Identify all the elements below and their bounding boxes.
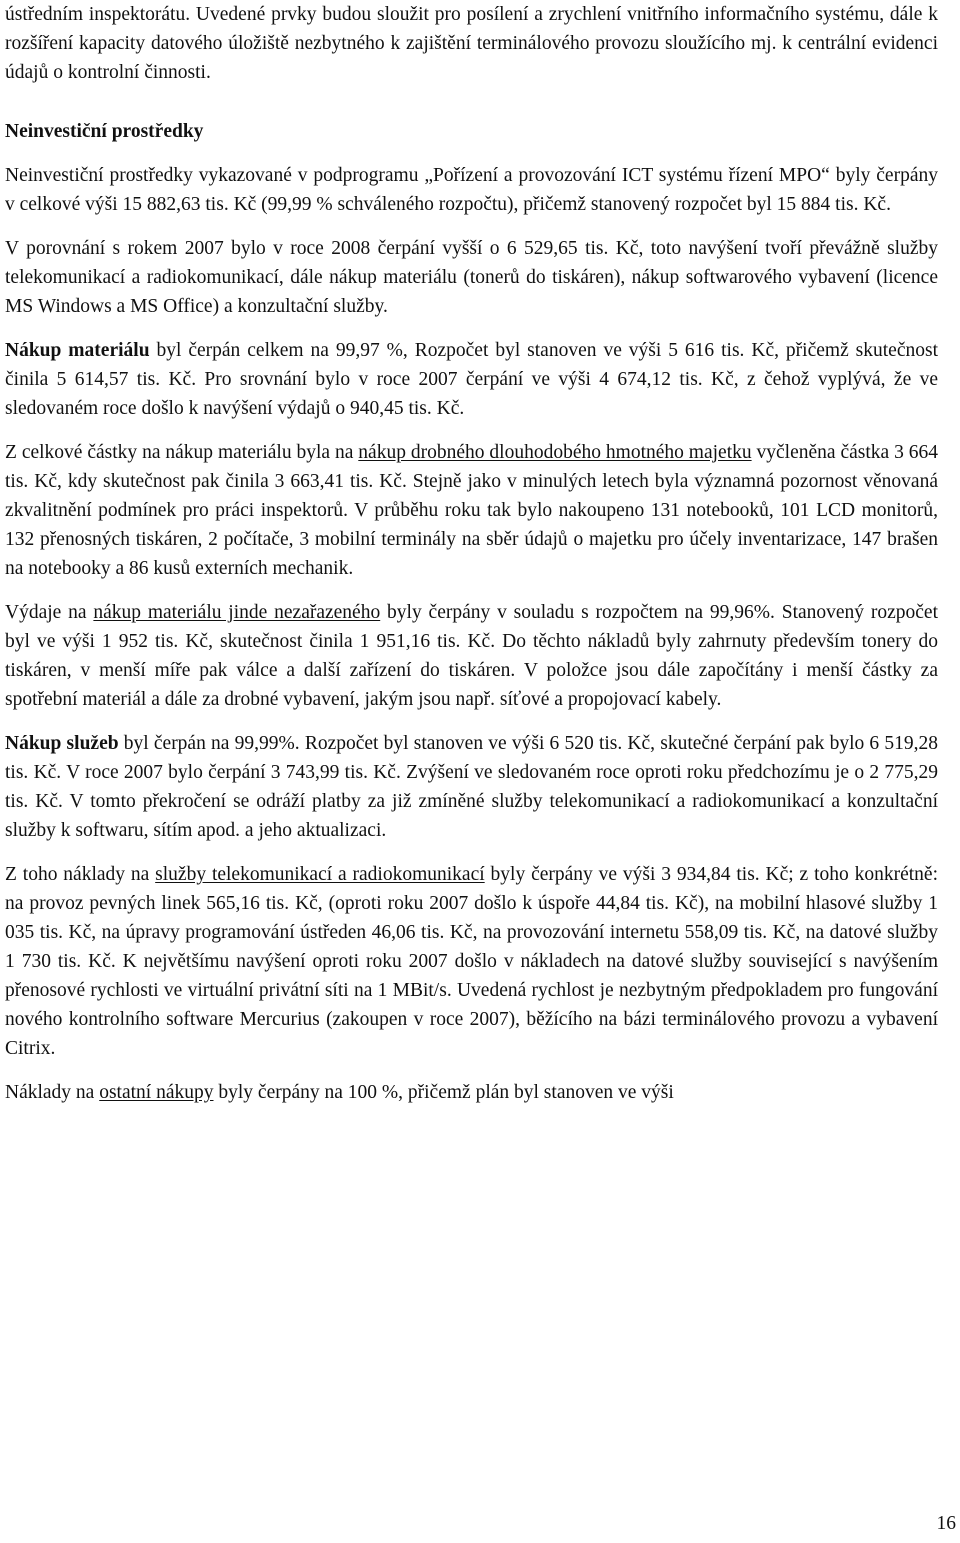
- paragraph-services-text: byl čerpán na 99,99%. Rozpočet byl stanoven ve výši 6 520 tis. Kč, skutečné čerpání pak bylo 6 519,28 tis. Kč. V roce 2007 bylo čerpání 3 743,99 tis. Kč. Zvýšení ve sledovaném roce oproti roku předchozímu je o 2 775,29 tis. Kč. V tomto překročení se odráží platby za již zmíněné služby telekomunikací a radiokomunikací a konzultační služby k softwaru, sítím apod. a jeho aktualizaci.: [5, 733, 938, 841]
- paragraph-material-text: byl čerpán celkem na 99,97 %, Rozpočet byl stanoven ve výši 5 616 tis. Kč, přičemž skutečnost činila 5 614,57 tis. Kč. Pro srovnání bylo v roce 2007 čerpání ve výši 4 674,12 tis. Kč, z čehož vyplývá, že ve sledovaném roce došlo k navýšení výdajů o 940,45 tis. Kč.: [5, 340, 938, 419]
- text-segment: byly čerpány na 100 %, přičemž plán byl stanoven ve výši: [213, 1082, 674, 1103]
- document-page: [5, 0, 938, 1107]
- text-segment: Náklady na: [5, 1082, 100, 1103]
- page-number: 16: [936, 1513, 956, 1534]
- underlined-term-small-assets: nákup drobného dlouhodobého hmotného majetku: [358, 442, 752, 463]
- paragraph-telecom: [5, 860, 938, 1063]
- text-segment: byly čerpány v souladu s rozpočtem na 99,96%. Stanovený rozpočet byl ve výši 1 952 tis. Kč, skutečnost činila 1 951,16 tis. Kč. Do těchto nákladů byly zahrnuty především tonery do tiskáren, v menší míře pak válce a další zařízení do tiskáren. V položce jsou dále započítány i menší částky za spotřební materiál a dále za drobné vybavení, jakým jsou např. síťové a propojovací kabely.: [5, 602, 938, 710]
- paragraph-summary: Neinvestiční prostředky vykazované v podprogramu „Pořízení a provozování ICT systému řízení MPO“ byly čerpány v celkové výši 15 882,63 tis. Kč (99,99 % schváleného rozpočtu), přičemž stanovený rozpočet byl 15 884 tis. Kč.: [5, 165, 938, 215]
- paragraph-services: [5, 729, 938, 845]
- underlined-term-other-material: nákup materiálu jinde nezařazeného: [93, 602, 381, 623]
- paragraph-other-material: [5, 598, 938, 714]
- paragraph-other-purchases: [5, 1078, 938, 1107]
- text-segment: byly čerpány ve výši 3 934,84 tis. Kč; z toho konkrétně: na provoz pevných linek 565,16 tis. Kč, (oproti roku 2007 došlo k úspoře 44,84 tis. Kč), na mobilní hlasové služby 1 035 tis. Kč, na úpravy programování ústředen 46,06 tis. Kč, na provozování internetu 558,09 tis. Kč, na datové služby 1 730 tis. Kč. K největšímu navýšení oproti roku 2007 došlo v nákladech na datové služby související s navýšením přenosové rychlosti ve virtuální privátní síti na 1 MBit/s. Uvedená rychlost je nezbytným předpokladem pro fungování nového kontrolního software Mercurius (zakoupen v roce 2007), běžícího na bázi terminálového provozu a vybavení Citrix.: [5, 864, 938, 1059]
- text-segment: Z toho náklady na: [5, 864, 156, 885]
- paragraph-intro: ústředním inspektorátu. Uvedené prvky budou sloužit pro posílení a zrychlení vnitřního informačního systému, dále k rozšíření kapacity datového úložiště nezbytného k zajištění terminálového provozu sloužícího mj. k centrální evidenci údajů o kontrolní činnosti.: [5, 4, 938, 83]
- text-segment: vyčleněna částka 3 664 tis. Kč, kdy skutečnost pak činila 3 663,41 tis. Kč. Stejně jako v minulých letech byla významná pozornost věnovaná zkvalitnění podmínek pro práci inspektorů. V průběhu roku tak bylo nakoupeno 131 notebooků, 101 LCD monitorů, 132 přenosných tiskáren, 2 počítače, 3 mobilní terminály na sběr údajů o majetku pro účely inventarizace, 147 brašen na notebooky a 86 kusů externích mechanik.: [5, 442, 938, 579]
- text-segment: Z celkové částky na nákup materiálu byla na: [5, 442, 359, 463]
- paragraph-material: [5, 336, 938, 423]
- paragraph-comparison: V porovnání s rokem 2007 bylo v roce 2008 čerpání vyšší o 6 529,65 tis. Kč, toto navýšení tvoří převážně služby telekomunikací a radiokomunikací, dále nákup materiálu (tonerů do tiskáren), nákup softwarového vybavení (licence MS Windows a MS Office) a konzultační služby.: [5, 238, 938, 317]
- section-heading: Neinvestiční prostředky: [5, 121, 204, 142]
- text-segment: Výdaje na: [5, 602, 94, 623]
- underlined-term-telecom: služby telekomunikací a radiokomunikací: [155, 864, 485, 885]
- bold-term-material: Nákup materiálu: [5, 340, 150, 361]
- paragraph-small-assets: [5, 438, 938, 583]
- underlined-term-other-purchases: ostatní nákupy: [99, 1082, 214, 1103]
- bold-term-services: Nákup služeb: [5, 733, 119, 754]
